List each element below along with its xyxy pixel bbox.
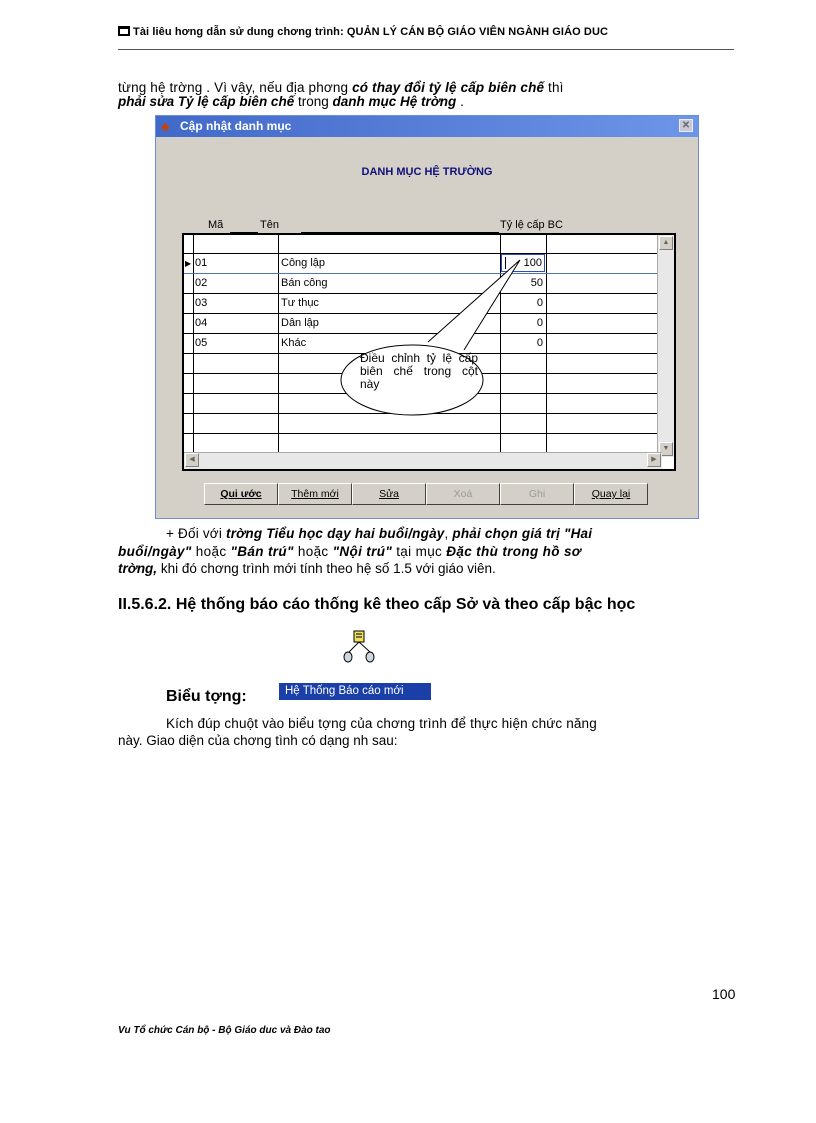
- icon-label: Biểu tợng:: [166, 688, 247, 705]
- row-ratio[interactable]: 50: [530, 277, 543, 289]
- intro-emphasis: có thay đổi tỷ lệ cấp biên chế: [352, 80, 545, 95]
- document-footer: Vu Tổ chức Cán bộ - Bộ Giáo duc và Đào tao: [118, 1025, 331, 1036]
- note-text: + Đối với: [166, 526, 226, 541]
- column-header-ratio: Tỷ lệ cấp BC: [500, 219, 563, 231]
- qui-uoc-button[interactable]: Qui ước: [204, 483, 278, 505]
- intro-text: thì: [544, 80, 564, 95]
- note-line-1: [166, 527, 734, 541]
- scroll-right-icon[interactable]: ▶: [647, 453, 661, 467]
- scroll-down-icon[interactable]: ▼: [659, 442, 673, 456]
- edit-button[interactable]: Sửa: [352, 483, 426, 505]
- note-emphasis: buổi/ngày": [118, 544, 192, 559]
- note-text: khi đó chơng trình mới tính theo hệ số 1.5 với giáo viên.: [157, 561, 496, 576]
- report-system-icon: [340, 630, 380, 664]
- row-name[interactable]: Tư thục: [281, 297, 319, 309]
- save-button[interactable]: Ghi: [500, 483, 574, 505]
- callout-text: Điều chỉnh tỷ lệ cấp biên chế trong cột này: [360, 351, 478, 391]
- header-divider: [118, 49, 734, 50]
- row-name[interactable]: Bán công: [281, 277, 328, 289]
- row-code[interactable]: 01: [195, 257, 208, 269]
- note-text: hoặc: [293, 544, 333, 559]
- intro-emphasis: phải sửa Tỷ lệ cấp biên chế: [118, 94, 295, 109]
- column-header-name: Tên: [260, 219, 279, 231]
- intro-text: trong: [294, 94, 333, 109]
- note-text: hoặc: [191, 544, 231, 559]
- row-code[interactable]: 03: [195, 297, 208, 309]
- section-heading: II.5.6.2. Hệ thống báo cáo thống kê theo cấp Sở và theo cấp bậc học: [118, 596, 636, 613]
- row-ratio[interactable]: 0: [536, 317, 543, 329]
- grid-line: [184, 433, 662, 434]
- vertical-scrollbar[interactable]: [657, 235, 674, 457]
- row-name[interactable]: Khác: [281, 337, 307, 349]
- row-ratio[interactable]: 100: [523, 257, 542, 269]
- header-text: Tài liêu hơng dẫn sử dung chơng trình: QUẢN LÝ CÁN BỘ GIÁO VIÊN NGÀNH GIÁO DUC: [133, 26, 609, 38]
- intro-text: .: [456, 94, 464, 109]
- note-emphasis: trờng Tiểu học dạy hai buổi/ngày: [226, 526, 445, 541]
- report-system-button[interactable]: Hệ Thống Báo cáo mới: [279, 683, 431, 700]
- instruction-line-2: này. Giao diện của chơng tình có dạng nh sau:: [118, 733, 398, 748]
- note-emphasis: phải chọn giá trị "Hai: [452, 526, 593, 541]
- scroll-left-icon[interactable]: ◀: [185, 453, 199, 467]
- document-header: [118, 26, 608, 38]
- callout-pointer: [420, 258, 525, 358]
- delete-button[interactable]: Xoá: [426, 483, 500, 505]
- intro-emphasis: danh mục Hệ trờng: [332, 94, 457, 109]
- close-icon[interactable]: ✕: [679, 119, 693, 132]
- note-line-2: [118, 545, 581, 559]
- row-ratio[interactable]: 0: [536, 297, 543, 309]
- row-name[interactable]: Công lập: [281, 257, 326, 269]
- current-row-indicator-icon: ▶: [185, 259, 192, 268]
- note-emphasis: "Bán trú": [230, 544, 294, 559]
- column-header-code: Mã: [208, 219, 224, 231]
- book-icon: [118, 26, 130, 36]
- intro-text: từng hệ trờng . Vì vậy, nếu địa phơng: [118, 80, 353, 95]
- note-emphasis: Đặc thù trong hồ sơ: [446, 544, 582, 559]
- dialog-title: Cập nhật danh mục: [180, 119, 292, 133]
- row-ratio[interactable]: 0: [536, 337, 543, 349]
- dialog-heading: DANH MỤC HỆ TRƯỜNG: [361, 166, 493, 178]
- fox-app-icon: ♣: [161, 119, 170, 134]
- row-code[interactable]: 02: [195, 277, 208, 289]
- note-text: tại mục: [392, 544, 447, 559]
- row-code[interactable]: 05: [195, 337, 208, 349]
- horizontal-scrollbar[interactable]: [184, 452, 662, 469]
- dialog-titlebar: [156, 116, 698, 137]
- instruction-line-1: Kích đúp chuột vào biểu tợng của chơng trình để thực hiện chức năng: [166, 716, 597, 731]
- back-button[interactable]: Quay lại: [574, 483, 648, 505]
- scroll-up-icon[interactable]: ▲: [659, 236, 673, 250]
- row-name[interactable]: Dân lập: [281, 317, 319, 329]
- note-emphasis: "Nội trú": [332, 544, 393, 559]
- intro-line-1: [118, 81, 564, 95]
- grid-line: [184, 253, 662, 254]
- intro-line-2: [118, 95, 464, 109]
- note-text: ,: [444, 526, 453, 541]
- note-emphasis: trờng,: [118, 561, 158, 576]
- add-new-button[interactable]: Thêm mới: [278, 483, 352, 505]
- note-line-3: [118, 562, 496, 576]
- row-code[interactable]: 04: [195, 317, 208, 329]
- page-number: 100: [712, 986, 736, 1002]
